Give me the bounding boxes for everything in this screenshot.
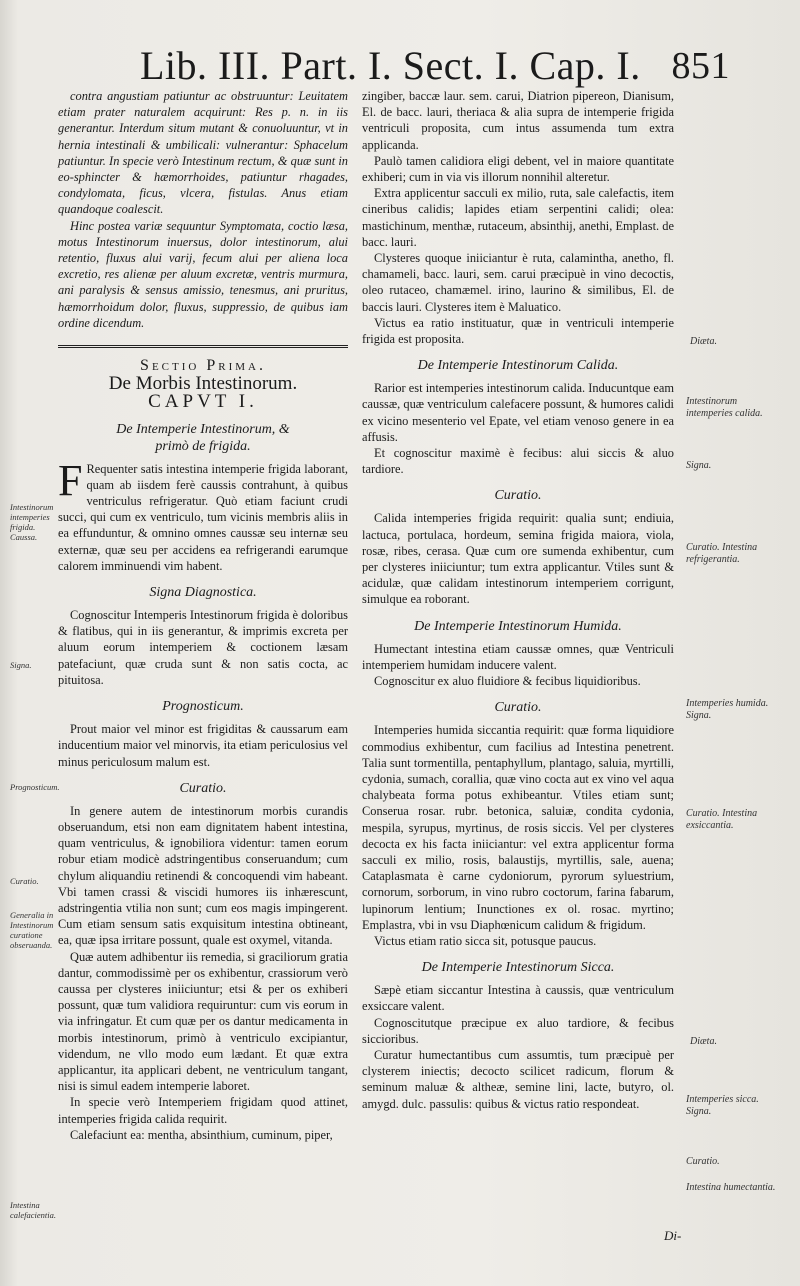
paragraph: Rarior est intemperies intestinorum calida. Inducuntque eam caussæ, quæ ventriculum calefacere possunt, & humores calidi ex vicino mesenterio vel Epate, vel etiam venoso genere in ea affusis. [362,381,674,444]
margin-note: Signa. [686,460,712,471]
margin-note: Intestinorum intemperies calida. [686,396,763,419]
left-column [58,88,348,1143]
margin-note: Intestina humectantia. [686,1182,776,1193]
page-number: 851 [671,45,730,87]
paragraph: Extra applicentur sacculi ex milio, ruta, sale calefactis, item cineribus calidis; lapides etiam serpentini calidi; olea: mastichinum, menthæ, rutaceum, absinthij, anethi, Emplast. de bacc. lauri. [362,186,674,249]
margin-note: Curatio. Intestina exsiccantia. [686,808,758,831]
paragraph: Curatur humectantibus cum assumtis, tum præcipuè per clysterem iniectis; decocto scilicet radicum, florum & seminum maluæ & altheæ, semine lini, lacte, butyro, ol. amygd. dulc. passulis: quibus & victus ratio respondeat. [362,1047,674,1111]
margin-note: Intemperies humida. Signa. [686,698,769,721]
subheading: Curatio. [494,488,542,504]
paragraph: Et cognoscitur maximè è fecibus: alui siccis & aluo tardiore. [362,446,674,477]
paragraph: Victus etiam ratio sicca sit, potusque paucus. [374,933,597,948]
section-rule [58,345,348,348]
section-label: Sectio Prima. [140,357,266,375]
margin-note: Intestinorum intemperies frigida. Caussa. [10,502,54,542]
subheading: De Intemperie Intestinorum Humida. [414,618,622,634]
paragraph: Calida intemperies frigida requirit: qualia sunt; endiuia, lactuca, portulaca, hordeum, semina frigida maiora, viola, rosæ, ribes, cerasa. Quæ cum ore sumenda exhibentur, cum per clysteres iniiciuntur; tum extra applicantur. Vtiles sunt & acidulæ, quæ calidam intestinorum intemperiem corrigunt, simulque ea roborant. [362,511,674,607]
subheading: Curatio. [494,700,542,716]
margin-note: Prognosticum. [10,782,60,792]
paragraph: In genere autem de intestinorum morbis curandis obseruandum, etsi non eam dignitatem habent intestina, quam ventriculus, & ignobiliora videntur: tamen eorum robur etiam modicè adstringentibus conseruandum; cum chylum aliquandiu retinendi & concoquendi vim habeant. Vbi tamen crassi & viscidi humores iis inhærescunt, adstringentia vtilia non sunt; cum eos magis impingerent. Cum etiam sensum satis exquisitum intestina obtineant, ea, quæ ipsa irritare possunt, quale est oxymel, vitanda. [58,803,348,948]
paragraph-text: Requenter satis intestina intemperie frigida laborant, quam ab iisdem ferè caussis contrahunt, à quibus ventriculus refrigeratur. Quò etiam faciunt crudi succi, qui cum ex ventriculo, tum vicinis membris aliis in ea effunduntur, & omnino omnes caussæ seu internæ seu externæ, quæ seu per accidens ea refrigerandi earumque calorem imminuendi vim habent. [58,461,348,573]
subheading: De Intemperie Intestinorum Calida. [417,358,619,374]
paragraph: Sæpè etiam siccantur Intestina à caussis, quæ ventriculum exsiccare valent. [362,983,674,1014]
paragraph: Humectant intestina etiam caussæ omnes, quæ Ventriculi intemperiem humidam inducere valent. [362,641,674,672]
subheading: Curatio. [179,780,227,796]
margin-note: Intemperies sicca. Signa. [686,1094,759,1117]
paragraph: Victus ea ratio instituatur, quæ in ventriculi intemperie frigida est proposita. [362,315,674,347]
paragraph: Calefaciunt ea: mentha, absinthium, cuminum, piper, [70,1127,333,1142]
subheading: Signa Diagnostica. [149,585,257,601]
subheading: Prognosticum. [162,699,244,715]
chapter-heading: CAPVT I. [148,391,258,413]
margin-note: Curatio. [10,876,39,886]
paragraph: zingiber, baccæ laur. sem. carui, Diatrion pipereon, Dianisum, El. de bacc. lauri, theriaca & alia supra de intemperie frigida ventriculi proposita, cum intus assumenda tum extra applicanda. [362,89,674,152]
paragraph: Cognoscitutque præcipue ex aluo tardiore, & fecibus siccioribus. [362,1015,674,1046]
chapter-subtitle [58,421,348,455]
catchword: Di- [664,1228,682,1243]
chapter-subtitle-line: primò de frigida. [155,438,251,454]
paragraph: Quæ autem adhibentur iis remedia, si graciliorum gratia dantur, commodissimè per os exhibentur, crassiorum verò caussa per clysteres iniiciuntur; etsi & per os exhiberi possunt, quæ tum validiora requiruntur: cum vis eorum in via infringatur. Et cum quæ per os dantur medicamenta in morbis intestinorum, primò à ventriculo excipiantur, videndum, ne vllo modo eum lædant. Et quæ extra applicantur, ita applicari debent, ne ventriculum tangant, nisi is simul eadem intemperie laboret. [58,949,348,1094]
section-title: De Morbis Intestinorum. [108,373,298,395]
paragraph: Intemperies humida siccantia requirit: quæ forma liquidiore commodius exhibentur, cum facilius ad Intestina penetrent. Talia sunt tormentilla, pentaphyllum, plantago, saluia, myrtilli, cydonia, sumach, corallia, quæ vino cocta aut ex vino vel aqua chalybeata forma potus exhibeantur. Vtiles etiam sunt; Conserua rosar. rubr. betonica, saluiæ, condita cydonia, mespila, syrupus, myrtinus, de rosis siccis. Vel per clysteres decocta ex his facta iniiciantur: vel extra applicentur forma sacculi ex milio, rosis, balaustijs, myrtillis, sale, auena; Cataplasmata è carne cydoniorum, pyrorum syluestrium, cornorum, sorborum, in vino rubro coctorum, farina fabarum, lupinorum lentium; Inunctiones ex ol. rosac. myrtino; Emplastra, vbi in vsu Diaphœnicum calidum & frigidum. [362,723,674,932]
paragraph: Prout maior vel minor est frigiditas & caussarum eam inducentium maior vel minorvis, ita etiam periculosius vel minus periculosum malum est. [58,722,348,769]
margin-note: Diæta. [690,336,717,347]
paragraph: Cognoscitur Intemperis Intestinorum frigida è doloribus & flatibus, qui in iis generantur, & imprimis excreta per aluum eorum intemperiem & coctionem læsam patefaciunt, quæ cruda sunt & non satis cocta, ac pituitosa. [58,608,348,687]
running-head [140,42,730,90]
paragraph: Cognoscitur ex aluo fluidiore & fecibus liquidioribus. [374,674,641,689]
running-head-title: Lib. III. Part. I. Sect. I. Cap. I. [140,43,641,88]
paragraph: contra angustiam patiuntur ac obstruuntur: Leuitatem etiam prater naturalem acquirunt: Res p. n. in iis generantur. Interdum situm mutant & conuoluuntur, vt in hernia intestinali & umbilicali: vulnerantur: Sphacelum patiuntur. In specie verò Intestinum rectum, & quæ sunt in eo-sphincter & hæmorrhoides, patiuntur rhagades, condylomata, ficus, vlcera, fistulas. Anus etiam quandoque coalescit. [58,89,348,217]
margin-note: Intestina calefacientia. [10,1200,57,1220]
subheading: De Intemperie Intestinorum Sicca. [421,960,615,976]
margin-note: Generalia in Intestinorum curatione obseruanda. [10,910,54,950]
margin-note: Signa. [10,660,32,670]
paragraph-opening [58,455,348,574]
margin-note: Curatio. Intestina refrigerantia. [686,542,758,565]
paragraph: Clysteres quoque iniiciantur è ruta, calamintha, anetho, fl. chamameli, bacc. lauri, sem. carui præcipuè in vino decoctis, oleo rutaceo, chamæmel. irino, laurino & similibus, El. de baccis lauri. Clysteres item è Maluatico. [362,251,674,314]
paragraph: Paulò tamen calidiora eligi debent, vel in maiore quantitate exhiberi; cum in via vis illorum nonnihil alteretur. [362,153,674,185]
right-column [362,88,674,1112]
drop-capital: F [58,455,83,505]
margin-note: Curatio. [686,1156,720,1167]
paragraph: Hinc postea variæ sequuntur Symptomata, coctio læsa, motus Intestinorum inuersus, dolor intestinorum, alui retentio, fluxus alui varij, fecum alui per aliena loca excretio, res alienæ per aluum excretæ, ventris murmura, ani paralysis & sensus amissio, tenesmus, ani pruritus, hæmorrhoidum dolor, fluxus, suppressio, de quibus iam ordine dicendum. [58,218,348,330]
margin-note: Diæta. [690,1036,717,1047]
paragraph: In specie verò Intemperiem frigidam quod attinet, intemperies frigida calida requirit. [58,1095,348,1126]
chapter-subtitle-line: De Intemperie Intestinorum, & [116,421,290,437]
